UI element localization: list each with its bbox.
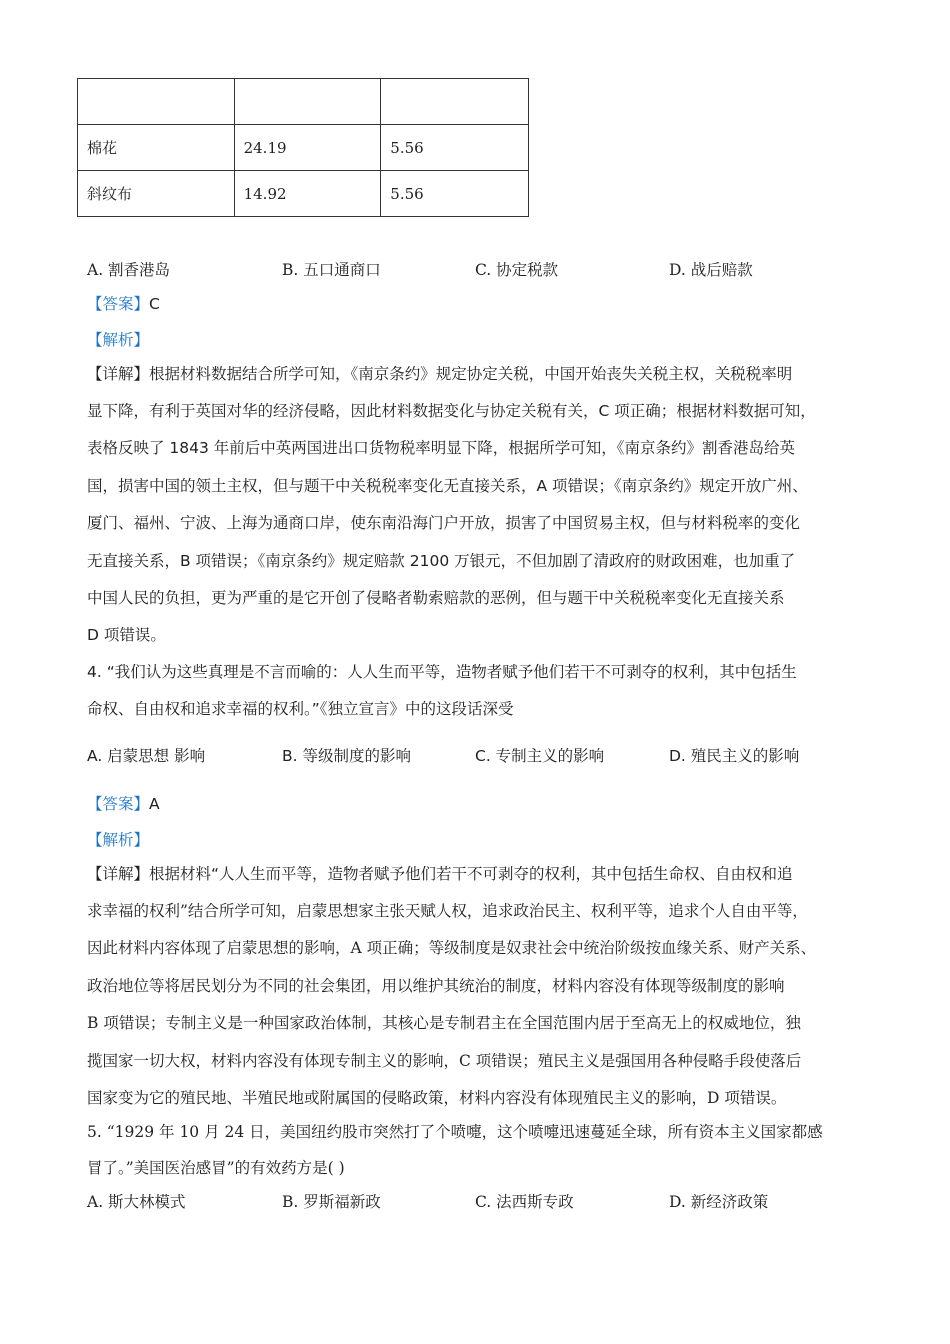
- table-row: [78, 171, 529, 217]
- q3-detail-line: [87, 364, 792, 384]
- table-cell: 24.19: [234, 125, 381, 171]
- q3-detail-line: D 项错误。: [87, 626, 166, 644]
- q3-detail-line: 中国人民的负担，更为严重的是它开创了侵略者勒索赔款的恶例，但与题干中关税税率变化无直接关系: [87, 589, 785, 607]
- table-cell: 5.56: [381, 125, 529, 171]
- table-cell: 14.92: [234, 171, 381, 217]
- q3-answer: [87, 294, 160, 314]
- q4-option-a: A. 启蒙思想 影响: [87, 747, 206, 765]
- q4-detail-line: 因此材料内容体现了启蒙思想的影响，A 项正确；等级制度是奴隶社会中统治阶级按血缘关系、财产关系、: [87, 939, 817, 957]
- q5-stem-line: 冒了。”美国医治感冒”的有效药方是( ): [87, 1159, 345, 1177]
- answer-label: 【答案】: [87, 295, 150, 313]
- detail-label: 【详解】: [87, 365, 150, 383]
- q3-option-c: C. 协定税款: [475, 261, 559, 279]
- table-header-row: [78, 79, 529, 125]
- q3-detail-line: 无直接关系，B 项错误；《南京条约》规定赔款 2100 万银元，不但加剧了清政府的财政困难，也加重了: [87, 552, 796, 570]
- q5-option-d: D. 新经济政策: [669, 1193, 769, 1211]
- q4-stem-line: 4. “我们认为这些真理是不言而喻的：人人生而平等，造物者赋予他们若干不可剥夺的权利，其中包括生: [87, 663, 797, 681]
- q4-answer: [87, 794, 160, 814]
- q4-analysis-label: 【解析】: [87, 831, 150, 849]
- q4-detail-line: B 项错误；专制主义是一种国家政治体制，其核心是专制君主在全国范围内居于至高无上的权威地位，独: [87, 1014, 801, 1032]
- table-cell: [234, 79, 381, 125]
- q3-detail-line: 显下降，有利于英国对华的经济侵略，因此材料数据变化与协定关税有关，C 项正确；根据材料数据可知，: [87, 402, 816, 420]
- q3-option-a: A. 割香港岛: [87, 261, 171, 279]
- q4-option-b: B. 等级制度的影响: [282, 747, 411, 765]
- q5-option-c: C. 法西斯专政: [475, 1193, 574, 1211]
- table-row: [78, 125, 529, 171]
- q4-detail-line: 求幸福的权利”结合所学可知，启蒙思想家主张天赋人权，追求政治民主、权利平等，追求个人自由平等，: [87, 902, 808, 920]
- q5-stem-line: 5. “1929 年 10 月 24 日，美国纽约股市突然打了个喷嚏，这个喷嚏迅速蔓延全球，所有资本主义国家都感: [87, 1123, 823, 1141]
- table-cell: [78, 79, 235, 125]
- q5-option-b: B. 罗斯福新政: [282, 1193, 381, 1211]
- answer-value: C: [149, 295, 160, 313]
- table-cell: 斜纹布: [78, 171, 235, 217]
- detail-label: 【详解】: [87, 865, 150, 883]
- q3-detail-line: 国，损害中国的领土主权，但与题干中关税税率变化无直接关系，A 项错误；《南京条约》规定开放广州、: [87, 477, 808, 495]
- detail-text: 根据材料数据结合所学可知，《南京条约》规定协定关税，中国开始丧失关税主权，关税税率明: [149, 365, 793, 383]
- q4-option-d: D. 殖民主义的影响: [669, 747, 800, 765]
- q5-option-a: A. 斯大林模式: [87, 1193, 186, 1211]
- q4-detail-line: 揽国家一切大权，材料内容没有体现专制主义的影响，C 项错误；殖民主义是强国用各种侵略手段使落后: [87, 1052, 802, 1070]
- q4-stem-line: 命权、自由权和追求幸福的权利。”《独立宣言》中的这段话深受: [87, 700, 514, 718]
- table-cell: 棉花: [78, 125, 235, 171]
- table-cell: [381, 79, 529, 125]
- q3-detail-line: 表格反映了 1843 年前后中英两国进出口货物税率明显下降，根据所学可知，《南京条约》割香港岛给英: [87, 439, 796, 457]
- q3-option-b: B. 五口通商口: [282, 261, 381, 279]
- q4-detail-line: 国家变为它的殖民地、半殖民地或附属国的侵略政策，材料内容没有体现殖民主义的影响，D 项错误。: [87, 1089, 787, 1107]
- answer-value: A: [149, 795, 160, 813]
- q4-detail-line: 政治地位等将居民划分为不同的社会集团，用以维护其统治的制度，材料内容没有体现等级制度的影响: [87, 977, 785, 995]
- detail-text: 根据材料“人人生而平等，造物者赋予他们若干不可剥夺的权利，其中包括生命权、自由权和追: [149, 865, 793, 883]
- answer-label: 【答案】: [87, 795, 150, 813]
- tax-rate-table: [77, 78, 529, 217]
- q4-option-c: C. 专制主义的影响: [475, 747, 605, 765]
- table-cell: 5.56: [381, 171, 529, 217]
- q3-detail-line: 厦门、福州、宁波、上海为通商口岸，使东南沿海门户开放，损害了中国贸易主权，但与材料税率的变化: [87, 514, 801, 532]
- q3-option-d: D. 战后赔款: [669, 261, 753, 279]
- q4-detail-line: [87, 864, 793, 884]
- q3-analysis-label: 【解析】: [87, 331, 150, 349]
